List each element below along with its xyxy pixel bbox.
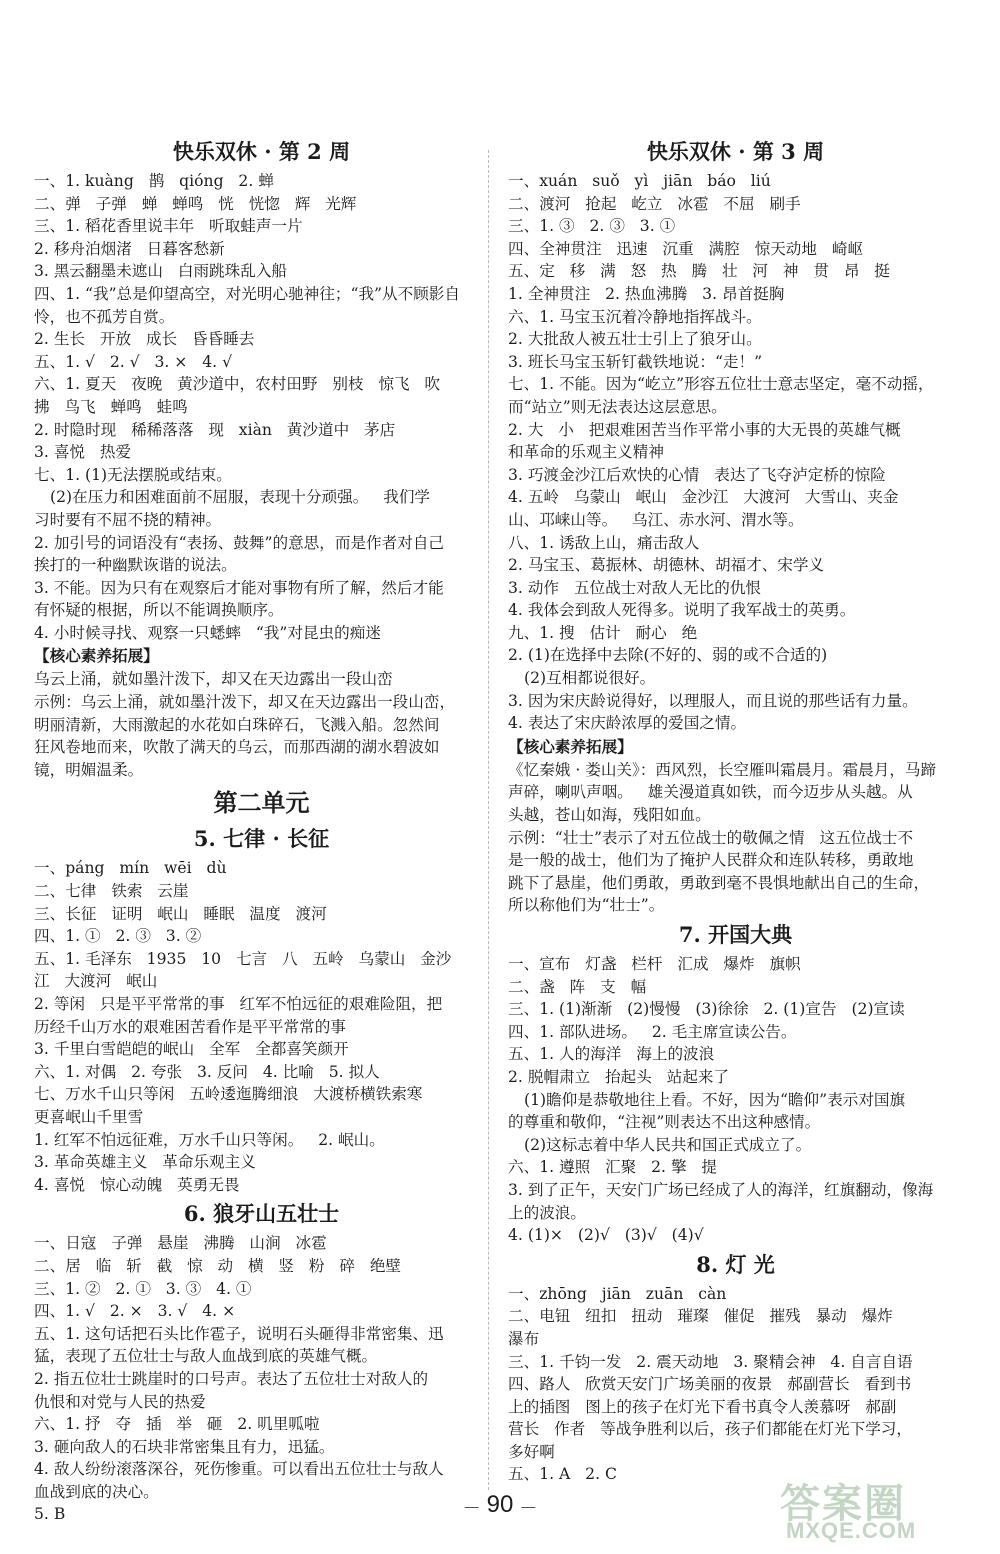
answer-line: 明丽清新，大雨激起的水花如白珠碎石，飞溅入船。忽然间 (34, 715, 440, 734)
answer-line: 2. 加引号的词语没有“表扬、鼓舞”的意思，而是作者对自己 (34, 533, 445, 552)
answer-line: 猛，表现了五位壮士与敌人血战到底的英雄气概。 (34, 1347, 378, 1366)
answer-line: 五、定 移 满 怒 热 腾 壮 河 神 贯 昂 挺 (508, 262, 890, 281)
page-dash-right: — (521, 1497, 536, 1514)
answer-line: 二、电钮 纽扣 扭动 璀璨 催促 摧残 暴动 爆炸 (508, 1307, 893, 1326)
answer-line: 4. 表达了宋庆龄浓厚的爱国之情。 (508, 714, 747, 733)
answer-line: 1. 红军不怕远征难，万水千山只等闲。 2. 岷山。 (34, 1130, 385, 1149)
answer-line: 二、居 临 斩 截 惊 动 横 竖 粉 碎 绝壁 (34, 1256, 402, 1275)
answer-line: 2. 移舟泊烟渚 日暮客愁新 (34, 239, 225, 258)
answer-line: 三、1. (1)渐渐 (2)慢慢 (3)徐徐 2. (1)宣告 (2)宣读 (508, 1000, 905, 1019)
answer-line: 六、1. 遵照 汇聚 2. 擎 提 (508, 1158, 718, 1177)
lesson8-answers (508, 1283, 963, 1486)
answer-line: 四、1. ① 2. ③ 3. ② (34, 927, 202, 946)
answer-line: 4. 五岭 乌蒙山 岷山 金沙江 大渡河 大雪山、夹金 (508, 488, 899, 507)
core-extension-tag-right: 【核心素养拓展】 (508, 736, 633, 756)
answer-line: 习时要有不屈不挠的精神。 (34, 510, 222, 529)
core-extension-right (508, 759, 963, 917)
watermark-logo (780, 1472, 992, 1548)
answer-line: 乌云上涌，就如墨汁泼下，却又在天边露出一段山峦 (34, 670, 393, 689)
answer-line: 3. 喜悦 热爱 (34, 443, 132, 462)
answer-line: 挨打的一种幽默诙谐的说法。 (34, 556, 237, 575)
answer-line: 是一般的战士，他们为了掩护人民群众和连队转移，勇敢地 (508, 851, 914, 870)
answer-line: (2)在压力和困难面前不屈服，表现十分顽强。 我们学 (50, 488, 431, 507)
answer-line: 怜，也不孤芳自赏。 (34, 307, 175, 326)
answer-line: 更喜岷山千里雪 (34, 1107, 144, 1126)
answer-line: 一、1. kuàng 鹊 qióng 2. 蝉 (34, 172, 274, 190)
answer-line: 四、路人 欣赏天安门广场美丽的夜景 郝副营长 看到书 (508, 1375, 912, 1394)
answer-line: 1. 全神贯注 2. 热血沸腾 3. 昂首挺胸 (508, 284, 785, 303)
answer-line: 2. 生长 开放 成长 昏昏睡去 (34, 330, 255, 349)
core-extension-left (34, 668, 489, 781)
core-extension-tag-left: 【核心素养拓展】 (34, 646, 159, 666)
answer-line: 所以称他们为“壮士”。 (508, 896, 665, 915)
answer-line: 一、zhōng jiān zuān càn (508, 1284, 727, 1303)
answer-line: (1)瞻仰是恭敬地往上看。不好，因为“瞻仰”表示对国旗 (524, 1090, 906, 1109)
answer-line: 2. 等闲 只是平平常常的事 红军不怕远征的艰难险阻，把 (34, 995, 443, 1013)
answer-line: 三、1. 稻花香里说丰年 听取蛙声一片 (34, 217, 303, 236)
answer-line: 六、1. 对偶 2. 夸张 3. 反问 4. 比喻 5. 拟人 (34, 1062, 380, 1081)
answer-line: 一、宣布 灯盏 栏杆 汇成 爆炸 旗帜 (508, 955, 801, 973)
answer-line: 二、七律 铁索 云崖 (34, 882, 189, 901)
answer-line: (2)这标志着中华人民共和国正式成立了。 (524, 1135, 812, 1154)
answer-line: 五、1. 这句话把石头比作雹子，说明石头砸得非常密集、迅 (34, 1324, 444, 1343)
unit-title: 第二单元 (213, 788, 310, 818)
answer-line: 四、1. √ 2. × 3. √ 4. × (34, 1302, 236, 1321)
answer-line: 九、1. 搜 估计 耐心 绝 (508, 623, 698, 642)
answer-line: 示例：乌云上涌，就如墨汁泼下，却又在天边露出一段山峦， (34, 693, 456, 712)
answer-line: 2. 指五位壮士跳崖时的口号声。表达了五位壮士对敌人的 (34, 1369, 429, 1388)
answer-line: (2)互相都说很好。 (524, 669, 656, 688)
answer-line: 4. 喜悦 惊心动魄 英勇无畏 (34, 1175, 240, 1194)
lesson8-title: 8. 灯 光 (696, 1251, 775, 1277)
answer-line: 3. 黑云翻墨未遮山 白雨跳珠乱入船 (34, 262, 288, 281)
answer-line: 4. 小时候寻找、观察一只蟋蟀 “我”对昆虫的痴迷 (34, 623, 381, 642)
lesson5-title: 5. 七律 · 长征 (193, 826, 330, 852)
answer-line: 血战到底的决心。 (34, 1482, 159, 1501)
answer-line: 狂风卷地而来，吹散了满天的乌云，而那西湖的湖水碧波如 (34, 738, 440, 757)
answer-line: 五、1. A 2. C (508, 1465, 617, 1484)
answer-line: 四、全神贯注 迅速 沉重 满腔 惊天动地 崎岖 (508, 239, 864, 258)
answer-line: 2. (1)在选择中去除(不好的、弱的或不合适的) (508, 646, 828, 665)
answer-line: 示例：“壮士”表示了对五位战士的敬佩之情 这五位战士不 (508, 828, 914, 847)
answer-line: 拂 鸟飞 蝉鸣 蛙鸣 (34, 397, 188, 416)
answer-line: 五、1. 毛泽东 1935 10 七言 八 五岭 乌蒙山 金沙 (34, 949, 452, 968)
answer-line: 八、1. 诱敌上山，痛击敌人 (508, 533, 700, 552)
answer-line: 的尊重和敬仰，“注视”则表达不出这种感情。 (508, 1113, 821, 1132)
week3-answers (508, 170, 963, 735)
answer-line: 而“站立”则无法表达这层意思。 (508, 397, 727, 416)
answer-line: 和革命的乐观主义精神 (508, 443, 664, 462)
answer-line: 三、长征 证明 岷山 睡眠 温度 渡河 (34, 904, 327, 923)
answer-line: 3. 到了正午，天安门广场已经成了人的海洋，红旗翻动，像海 (508, 1180, 934, 1199)
right-column (508, 136, 963, 1486)
answer-line: 4. 我体会到敌人死得多。说明了我军战士的英勇。 (508, 601, 856, 620)
answer-line: 三、1. 千钧一发 2. 震天动地 3. 聚精会神 4. 自言自语 (508, 1352, 913, 1371)
answer-line: 七、1. 不能。因为“屹立”形容五位壮士意志坚定，毫不动摇， (508, 375, 934, 394)
answer-line: 四、1. 部队进场。 2. 毛主席宣读公告。 (508, 1022, 797, 1041)
answer-line: 2. 脱帽肃立 抬起头 站起来了 (508, 1067, 730, 1086)
lesson6-title: 6. 狼牙山五壮士 (183, 1201, 340, 1227)
page-dash-left: — (464, 1497, 479, 1514)
answer-line: 镜，明媚温柔。 (34, 760, 144, 779)
answer-line: 江 大渡河 岷山 (34, 972, 158, 991)
answer-line: 五、1. √ 2. √ 3. × 4. √ (34, 352, 233, 371)
answer-line: 3. 千里白雪皑皑的岷山 全军 全都喜笑颜开 (34, 1040, 349, 1059)
answer-line: 二、弹 子弹 蝉 蝉鸣 恍 恍惚 辉 光辉 (34, 194, 357, 213)
answer-line: 2. 马宝玉、葛振林、胡德林、胡福才、宋学义 (508, 556, 825, 575)
answer-line: 山、邛崃山等。 乌江、赤水河、渭水等。 (508, 510, 804, 529)
answer-line: 五、1. 人的海洋 海上的波浪 (508, 1045, 715, 1064)
answer-line: 一、日寇 子弹 悬崖 沸腾 山涧 冰雹 (34, 1234, 327, 1253)
answer-line: 一、páng mín wēi dù (34, 859, 227, 878)
watermark-text: 答案圈 (780, 1482, 906, 1526)
answer-line: 头越，苍山如海，残阳如血。 (508, 806, 711, 825)
answer-line: 三、1. ③ 2. ③ 3. ① (508, 217, 676, 236)
answer-line: 3. 动作 五位战士对敌人无比的仇恨 (508, 578, 762, 597)
answer-line: 营长 作者 等战争胜利以后，孩子们都能在灯光下学习， (508, 1420, 912, 1439)
answer-line: 上的插图 图上的孩子在灯光下看书真令人羡慕呀 郝副 (508, 1397, 897, 1416)
answer-line: 3. 不能。因为只有在观察后才能对事物有所了解，然后才能 (34, 578, 444, 597)
answer-line: 2. 时隐时现 稀稀落落 现 xiàn 黄沙道中 茅店 (34, 420, 396, 439)
lesson7-answers (508, 953, 963, 1247)
answer-line: 仇恨和对党与人民的热爱 (34, 1392, 206, 1411)
answer-line: 跳下了悬崖，他们勇敢，勇敢到毫不畏惧地献出自己的生命， (508, 873, 930, 892)
answer-line: 多好啊 (508, 1442, 555, 1461)
answer-line: 3. 砸向敌人的石块非常密集且有力，迅猛。 (34, 1437, 335, 1456)
week2-answers (34, 170, 489, 644)
answer-line: 3. 巧渡金沙江后欢快的心情 表达了飞夺泸定桥的惊险 (508, 465, 886, 484)
answer-line: 二、盏 阵 支 幅 (508, 977, 647, 996)
answer-line: 历经千山万水的艰难困苦看作是平平常常的事 (34, 1017, 346, 1036)
answer-line: 2. 大批敌人被五壮士引上了狼牙山。 (508, 330, 762, 349)
answer-line: 声碎，喇叭声咽。 雄关漫道真如铁，而今迈步从头越。从 (508, 783, 913, 802)
answer-line: 七、1. (1)无法摆脱或结束。 (34, 465, 232, 484)
answer-line: 有怀疑的根据，所以不能调换顺序。 (34, 601, 284, 620)
answer-line: 六、1. 夏天 夜晚 黄沙道中，农村田野 别枝 惊飞 吹 (34, 375, 441, 394)
answer-line: 5. B (34, 1505, 66, 1524)
lesson7-title: 7. 开国大典 (678, 922, 793, 947)
answer-line: 4. 敌人纷纷滚落深谷，死伤惨重。可以看出五位壮士与敌人 (34, 1460, 444, 1479)
answer-line: 四、1. “我”总是仰望高空，对光明心驰神往；“我”从不顾影自 (34, 284, 460, 303)
answer-line: 六、1. 抒 夺 插 举 砸 2. 叽里呱啦 (34, 1415, 320, 1434)
answer-line: 3. 革命英雄主义 革命乐观主义 (34, 1153, 256, 1172)
answer-line: 4. (1)× (2)√ (3)√ (4)√ (508, 1226, 704, 1245)
week2-title: 快乐双休 · 第 2 周 (172, 139, 351, 164)
answer-line: 《忆秦娥 · 娄山关》：西风烈，长空雁叫霜晨月。霜晨月，马蹄 (508, 760, 937, 779)
answer-line: 二、渡河 抢起 屹立 冰雹 不屈 刷手 (508, 194, 801, 213)
page-number: 90 (486, 1491, 514, 1518)
answer-line: 3. 因为宋庆龄说得好，以理服人，而且说的那些话有力量。 (508, 691, 918, 710)
answer-line: 三、1. ② 2. ① 3. ③ 4. ① (34, 1279, 252, 1298)
answer-line: 3. 班长马宝玉斩钉截铁地说：“走！” (508, 352, 763, 371)
answer-line: 2. 大 小 把艰难困苦当作平常小事的大无畏的英雄气概 (508, 420, 901, 439)
answer-line: 一、xuán suǒ yì jiān báo liú (508, 172, 771, 190)
answer-line: 瀑布 (508, 1329, 540, 1348)
left-column (34, 136, 489, 1526)
answer-line: 七、万水千山只等闲 五岭逶迤腾细浪 大渡桥横铁索寒 (34, 1085, 423, 1104)
watermark-url: MXQE.COM (786, 1518, 917, 1543)
week3-title: 快乐双休 · 第 3 周 (646, 139, 825, 164)
answer-line: 上的波浪。 (508, 1203, 586, 1222)
lesson5-answers (34, 857, 489, 1196)
lesson6-answers (34, 1232, 489, 1526)
answer-line: 六、1. 马宝玉沉着冷静地指挥战斗。 (508, 307, 762, 326)
